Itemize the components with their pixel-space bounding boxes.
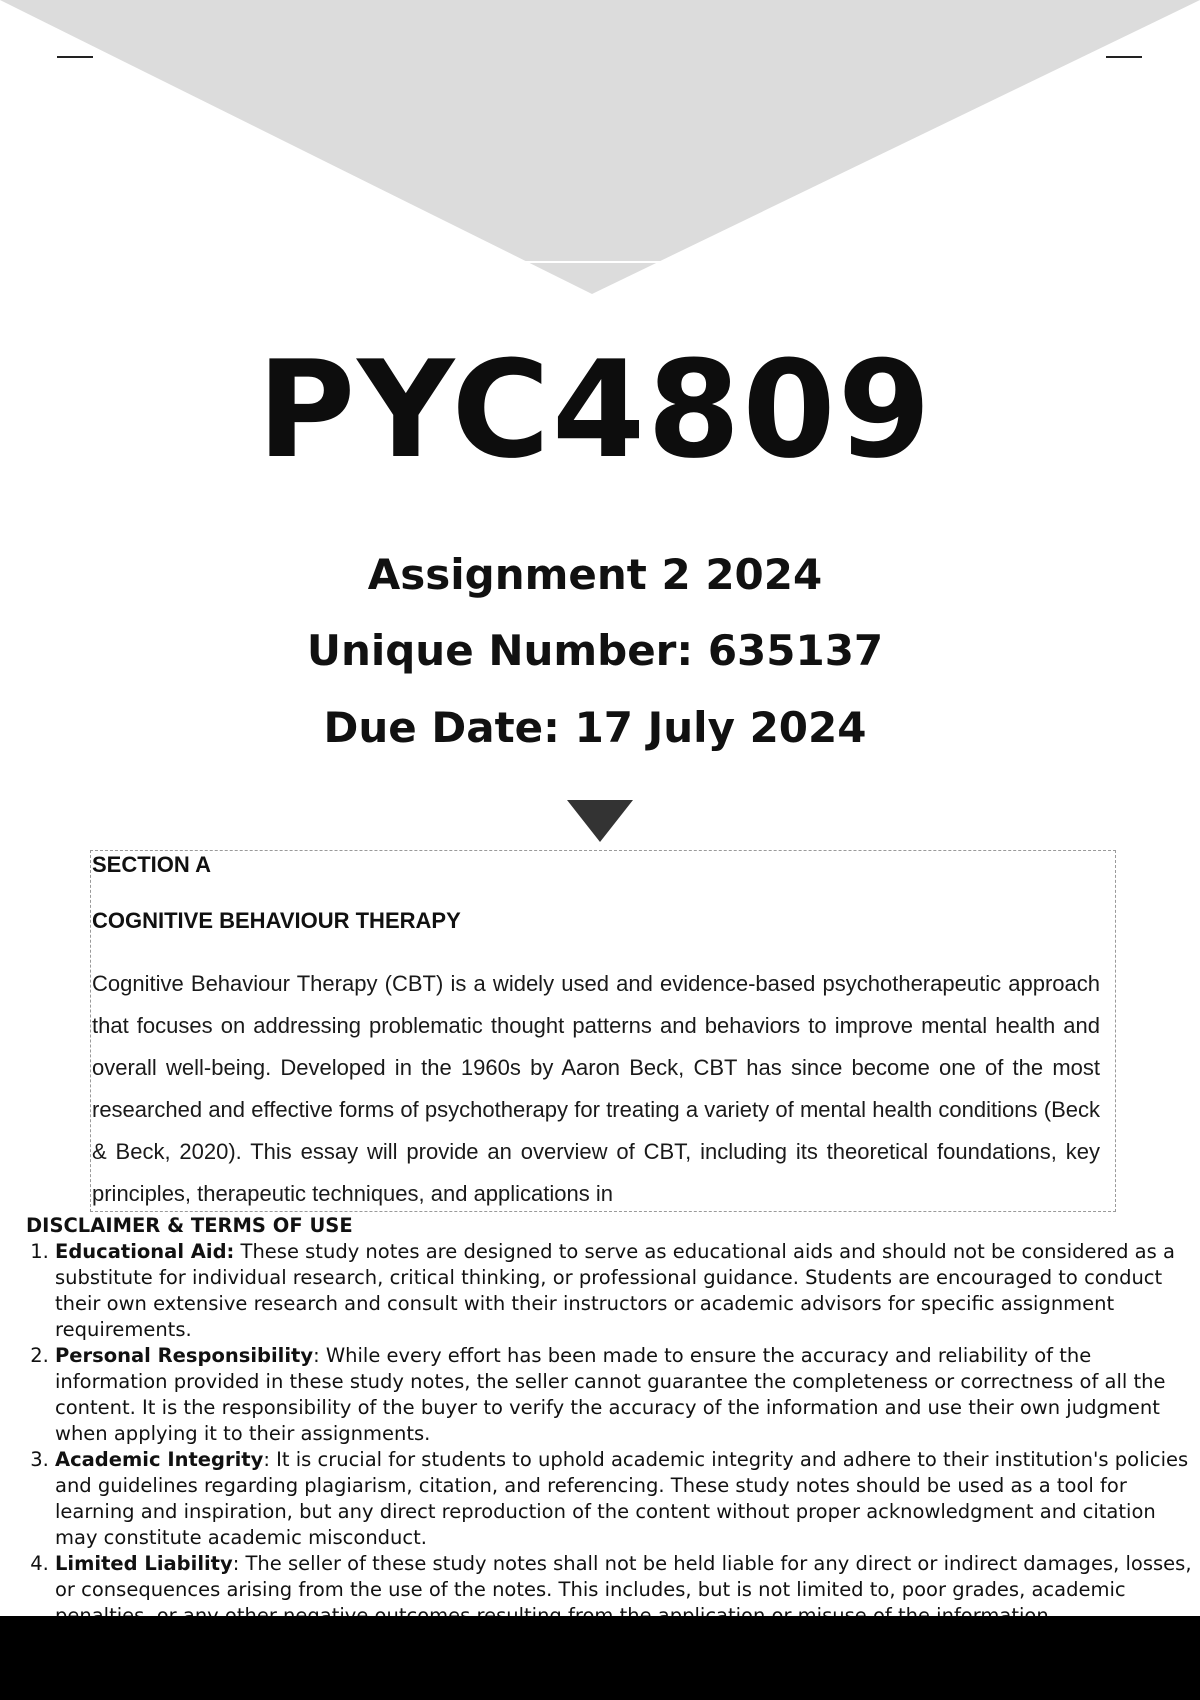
bottom-black-bar bbox=[0, 1616, 1200, 1700]
assignment-title: Assignment 2 2024 bbox=[367, 550, 823, 599]
disclaimer-item-text: : It is crucial for students to uphold academic integrity and adhere to their institution's policies and guidelines regarding plagiarism, citation, and referencing. These study notes should be used as a tool for learning and inspiration, but any direct reproduction of the content without proper acknowledgment and citation may constitute academic misconduct. bbox=[55, 1448, 1189, 1549]
unique-number: Unique Number: 635137 bbox=[306, 626, 884, 675]
disclaimer-item-text: These study notes are designed to serve as educational aids and should not be considered as a substitute for individual research, critical thinking, or professional guidance. Students are encouraged to conduct their own extensive research and consult with their instructors or academic advisors for specific assignment requirements. bbox=[55, 1240, 1175, 1341]
disclaimer-item-label: Personal Responsibility bbox=[55, 1344, 314, 1367]
course-code: PYC4809 bbox=[257, 332, 933, 488]
disclaimer-item-text: : While every effort has been made to ensure the accuracy and reliability of the information provided in these study notes, the seller cannot guarantee the completeness or correctness of all the content. It is the responsibility of the buyer to verify the accuracy of the information and use their own judgment when applying it to their assignments. bbox=[55, 1344, 1166, 1445]
section-label: SECTION A bbox=[92, 852, 211, 877]
disclaimer-item bbox=[55, 1343, 1194, 1447]
due-date: Due Date: 17 July 2024 bbox=[323, 703, 867, 752]
crop-mark-left bbox=[57, 56, 93, 58]
disclaimer-title: DISCLAIMER & TERMS OF USE bbox=[26, 1214, 353, 1237]
disclaimer-item-text: : The seller of these study notes shall not be held liable for any direct or indirect damages, losses, or consequences arising from the use of the notes. This includes, but is not limited to, poor grades, academic bbox=[55, 1552, 1192, 1601]
down-arrow-icon bbox=[567, 800, 633, 844]
crop-mark-right bbox=[1106, 56, 1142, 58]
disclaimer-item-label: Educational Aid: bbox=[55, 1240, 235, 1263]
disclaimer-item-label: Academic Integrity bbox=[55, 1448, 264, 1471]
disclaimer-item bbox=[55, 1239, 1194, 1343]
disclaimer-item-label: Limited Liability bbox=[55, 1552, 233, 1575]
disclaimer-item bbox=[55, 1447, 1194, 1551]
disclaimer-list bbox=[24, 1239, 1194, 1629]
header-chevron-graphic bbox=[0, 0, 1200, 300]
essay-excerpt bbox=[90, 850, 1116, 1212]
disclaimer-block bbox=[24, 1213, 1194, 1629]
essay-paragraph: Cognitive Behaviour Therapy (CBT) is a widely used and evidence-based psychotherapeutic approach that focuses on addressing problematic thought patterns and behaviors to improve mental health and overall well-being. Developed in the 1960s by Aaron Beck, CBT has since become one of the most researched and effective forms of psychotherapy for treating a variety of mental health conditions (Beck & Beck, 2020). This essay will provide an overview of CBT, including its theoretical foundations, key principles, therapeutic techniques, and applications in bbox=[92, 971, 1100, 1206]
section-title: COGNITIVE BEHAVIOUR THERAPY bbox=[92, 908, 461, 933]
